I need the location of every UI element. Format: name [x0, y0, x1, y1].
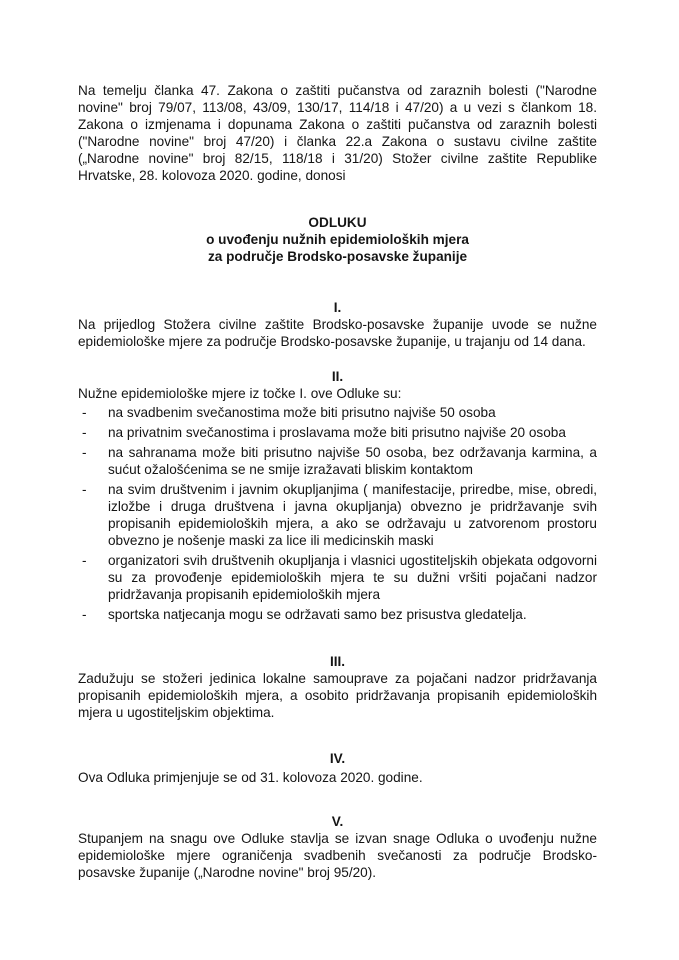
title-line-1: ODLUKU — [308, 215, 367, 230]
list-item — [78, 404, 597, 421]
measure-text: na sahranama može biti prisutno najviše 50 osoba, bez održavanja karmina, a sućut ožalošćenima se ne smije izražavati bliskim kontaktom — [108, 445, 597, 477]
list-item — [78, 481, 597, 549]
dash-bullet-icon: - — [82, 405, 87, 420]
measure-text: organizatori svih društvenih okupljanja i vlasnici ugostiteljskih objekata odgovorni su za provođenje epidemioloških mjera te su dužni vršiti pojačani nadzor pridržavanja propisanih epidemioloških mjera — [108, 553, 597, 602]
measure-text: na svim društvenim i javnim okupljanjima ( manifestacije, priredbe, mise, obredi, izložbe i druga društvena i javna okupljanja) obvezno je pridržavanje svih propisanih epidemioloških mjera, a ako se održavaju u zatvorenom prostoru obvezno je nošenje maski za lice ili medicinskih maski — [108, 482, 597, 548]
section-5-text: Stupanjem na snagu ove Odluke stavlja se izvan snage Odluka o uvođenju nužne epidemiološke mjere ograničenja svadbenih svečanosti za područje Brodsko-posavske županije („Narodne novine" broj 95/20). — [78, 831, 597, 880]
document-body — [78, 82, 597, 881]
section-heading-3: III. — [329, 654, 346, 669]
section-heading-4: IV. — [329, 751, 346, 766]
section-heading-5: V. — [331, 814, 344, 829]
measure-text: sportska natjecanja mogu se održavati samo bez prisustva gledatelja. — [108, 607, 527, 622]
preamble-paragraph: Na temelju članka 47. Zakona o zaštiti pučanstva od zaraznih bolesti ("Narodne novine" broj 79/07, 113/08, 43/09, 130/17, 114/18 i 47/20) a u vezi s člankom 18. Zakona o izmjenama i dopunama Zakona o zaštiti pučanstva od zaraznih bolesti ("Narodne novine" broj 47/20) i članka 22.a Zakona o sustavu civilne zaštite („Narodne novine" broj 82/15, 118/18 i 31/20) Stožer civilne zaštite Republike Hrvatske, 28. kolovoza 2020. godine, donosi — [78, 83, 597, 183]
decision-title — [78, 214, 597, 265]
section-1-text: Na prijedlog Stožera civilne zaštite Brodsko-posavske županije uvode se nužne epidemiološke mjere za područje Brodsko-posavske županije, u trajanju od 14 dana. — [78, 317, 597, 349]
dash-bullet-icon: - — [82, 425, 87, 440]
dash-bullet-icon: - — [82, 445, 87, 460]
dash-bullet-icon: - — [82, 607, 87, 622]
section-3-text: Zadužuju se stožeri jedinica lokalne samouprave za pojačani nadzor pridržavanja propisanih epidemioloških mjera, a osobito pridržavanja propisanih epidemioloških mjera u ugostiteljskim objektima. — [78, 671, 597, 720]
section-2-intro: Nužne epidemiološke mjere iz točke I. ove Odluke su: — [78, 386, 402, 401]
section-heading-2: II. — [331, 369, 344, 384]
title-line-2: o uvođenju nužnih epidemioloških mjera — [206, 232, 469, 247]
measure-text: na privatnim svečanostima i proslavama može biti prisutno najviše 20 osoba — [108, 425, 566, 440]
section-4-text: Ova Odluka primjenjuje se od 31. kolovoza 2020. godine. — [78, 770, 423, 785]
list-item — [78, 606, 597, 623]
dash-bullet-icon: - — [82, 482, 87, 497]
dash-bullet-icon: - — [82, 553, 87, 568]
list-item — [78, 444, 597, 478]
title-line-3: za područje Brodsko-posavske županije — [207, 249, 468, 264]
measures-list — [78, 404, 597, 623]
measure-text: na svadbenim svečanostima može biti prisutno najviše 50 osoba — [108, 405, 496, 420]
list-item — [78, 424, 597, 441]
section-heading-1: I. — [333, 300, 342, 315]
list-item — [78, 552, 597, 603]
